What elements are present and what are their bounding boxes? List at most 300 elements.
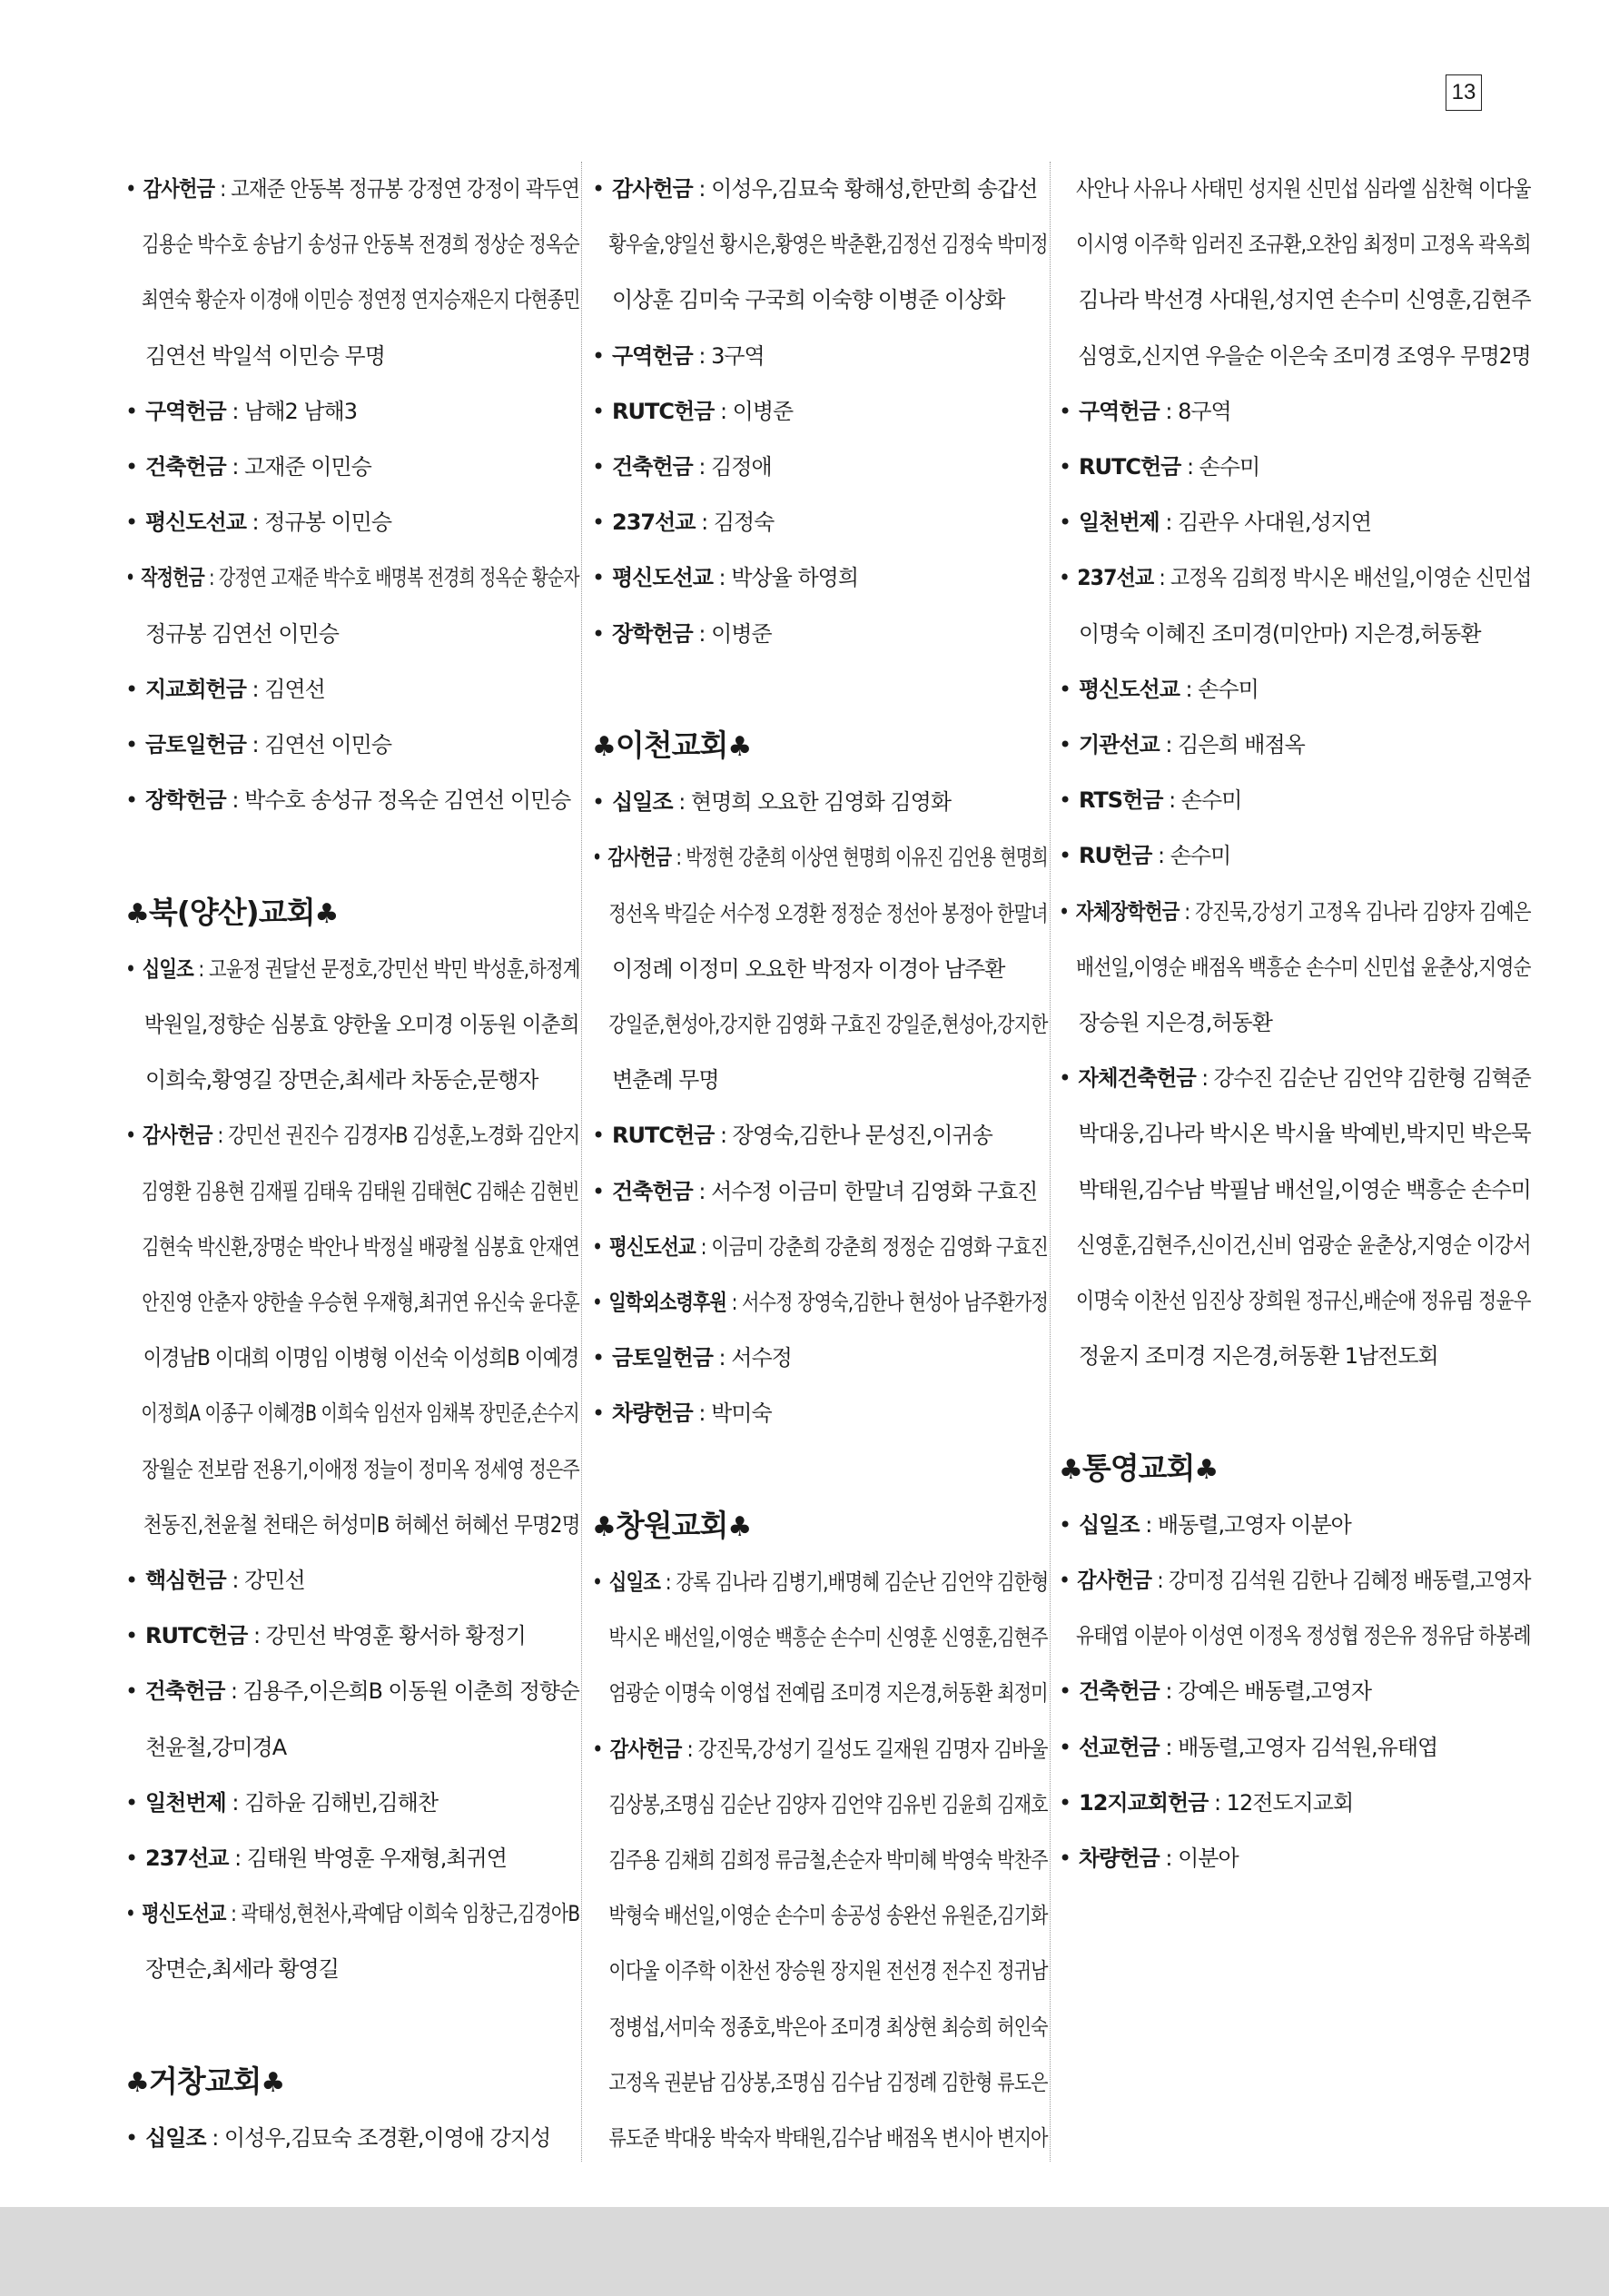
entry-continuation-line: 고정옥 권분남 김상봉,조명심 김수남 김정례 김한형 류도은	[608, 2069, 1048, 2095]
offering-entry	[1059, 718, 1531, 773]
entry-names: : 이병준	[714, 398, 794, 424]
bullet-icon: •	[592, 1290, 602, 1316]
section-spacer	[1059, 1384, 1531, 1440]
bullet-icon: •	[1059, 454, 1071, 480]
entry-label: RU헌금	[1079, 843, 1152, 869]
column-2	[592, 162, 1048, 2166]
entry-first-line	[592, 1108, 1048, 1163]
entry-names: : 김은희 배점옥	[1159, 732, 1305, 758]
entry-first-line	[1059, 1498, 1531, 1553]
entry-first-line	[592, 830, 1048, 886]
entry-continuation-line: 엄광순 이명숙 이영섭 전예림 조미경 지은경,허동환 최정미	[608, 1680, 1048, 1707]
offering-entry	[1059, 1498, 1531, 1553]
entry-label: 자체장학헌금	[1075, 898, 1180, 925]
entry-label: RTS헌금	[1079, 787, 1163, 814]
bullet-icon: •	[125, 676, 138, 702]
offering-entry	[1059, 1720, 1531, 1776]
entry-label: 12지교회헌금	[1079, 1789, 1209, 1816]
entry-names: : 서수정 이금미 한말녀 김영화 구효진	[692, 1178, 1038, 1204]
entry-first-line	[125, 550, 579, 606]
entry-continuation-line: 김영환 김용현 김재필 김태욱 김태원 김태현C 김해손 김현빈	[141, 1178, 579, 1204]
entry-names: : 배동렬,고영자 이분아	[1139, 1511, 1351, 1538]
page-number: 13	[1446, 74, 1482, 111]
entry-continuation-line: 정선옥 박길순 서수정 오경환 정정순 정선아 봉정아 한말녀	[608, 900, 1048, 926]
entry-first-line	[125, 384, 579, 440]
offering-entry	[125, 1831, 579, 1886]
entry-names: : 강민선	[225, 1568, 305, 1594]
club-icon: ♣	[261, 2066, 285, 2099]
bullet-icon: •	[592, 398, 605, 424]
offering-entry	[592, 550, 1048, 606]
offering-entry	[125, 773, 579, 828]
entry-label: RUTC헌금	[1079, 454, 1181, 480]
offering-entry	[1059, 885, 1531, 1052]
entry-first-line	[125, 1831, 579, 1886]
entry-label: 장학헌금	[612, 620, 693, 647]
entry-first-line	[1059, 828, 1531, 884]
bullet-icon: •	[1059, 732, 1071, 758]
entry-names: : 3구역	[692, 342, 765, 369]
entry-names: : 남해2 남해3	[225, 398, 357, 424]
section-title: 창원교회	[615, 1507, 728, 1543]
bullet-icon: •	[125, 1623, 138, 1649]
bullet-icon: •	[1059, 398, 1071, 424]
entry-first-line	[592, 1722, 1048, 1777]
entry-first-line	[1059, 885, 1531, 940]
bullet-icon: •	[1059, 1568, 1071, 1594]
entry-names: : 박미숙	[692, 1400, 772, 1427]
entry-first-line	[1059, 1776, 1531, 1831]
offering-entry	[125, 495, 579, 550]
offering-entry	[592, 384, 1048, 440]
bullet-icon: •	[592, 1233, 603, 1260]
offering-entry	[1059, 828, 1531, 884]
section-spacer	[125, 828, 579, 884]
section-heading	[1059, 1440, 1531, 1498]
entry-names: : 손수미	[1162, 787, 1242, 814]
entry-label: 십일조	[142, 955, 193, 982]
entry-label: 감사헌금	[609, 1736, 682, 1762]
entry-names: : 이분아	[1159, 1846, 1239, 1872]
club-icon: ♣	[1059, 1453, 1082, 1486]
offering-entry	[1059, 1664, 1531, 1719]
offering-entry	[1059, 1051, 1531, 1384]
entry-first-line	[592, 607, 1048, 662]
entry-names: : 이병준	[692, 620, 772, 647]
bullet-icon: •	[1059, 787, 1071, 814]
offering-entry-continued	[1059, 162, 1531, 384]
entry-first-line	[592, 1220, 1048, 1275]
bullet-icon: •	[125, 1678, 137, 1705]
offering-entry	[592, 1108, 1048, 1163]
offering-entry	[1059, 1831, 1531, 1886]
entry-label: 금토일헌금	[612, 1345, 713, 1371]
offering-entry	[125, 384, 579, 440]
bullet-icon: •	[1059, 1511, 1071, 1538]
entry-label: 감사헌금	[143, 1123, 212, 1149]
entry-first-line	[125, 162, 579, 217]
entry-label: 평신도선교	[142, 1901, 226, 1927]
entry-continuation-line: 김상봉,조명심 김순난 김양자 김언약 김유빈 김윤희 김재호	[608, 1791, 1048, 1817]
bullet-icon: •	[125, 2125, 138, 2152]
bullet-icon: •	[125, 1789, 138, 1816]
entry-continuation-line: 정규봉 김연선 이민승	[145, 620, 339, 647]
entry-first-line	[125, 718, 579, 773]
bullet-icon: •	[125, 510, 138, 536]
entry-names: : 김정숙	[695, 510, 775, 536]
entry-first-line	[592, 162, 1048, 217]
entry-names: : 김정애	[692, 454, 772, 480]
entry-continuation-line: 이명숙 이혜진 조미경(미안마) 지은경,허동환	[1079, 620, 1481, 647]
offering-entry	[125, 1608, 579, 1664]
entry-label: 평신도선교	[145, 510, 246, 536]
entry-continuation-line: 심영호,신지연 우을순 이은숙 조미경 조영우 무명2명	[1078, 342, 1531, 369]
offering-entry	[592, 1386, 1048, 1441]
entry-continuation-line: 황우술,양일선 황시은,황영은 박춘환,김정선 김정숙 박미정	[608, 232, 1048, 258]
entry-label: 감사헌금	[612, 176, 693, 202]
entry-names: : 이성우,김묘숙 조경환,이영애 강지성	[205, 2125, 551, 2152]
offering-entry	[1059, 773, 1531, 828]
club-icon: ♣	[125, 897, 149, 930]
entry-continuation-line: 천윤철,강미경A	[145, 1734, 287, 1760]
entry-continuation-line: 박형숙 배선일,이영순 손수미 송공성 송완선 유원준,김기화	[608, 1903, 1048, 1929]
entry-names: : 김연선 이민승	[245, 732, 391, 758]
entry-names: : 8구역	[1159, 398, 1231, 424]
entry-continuation-line: 박원일,정향순 심봉효 양한울 오미경 이동원 이춘희	[143, 1012, 579, 1038]
entry-names: : 김연선	[245, 676, 325, 702]
entry-continuation-line: 이정례 이정미 오요한 박정자 이경아 남주환	[612, 955, 1005, 982]
entry-label: 핵심헌금	[145, 1568, 226, 1594]
entry-names: : 고정옥 김희정 박시온 배선일,이영순 신민섭	[1153, 565, 1532, 591]
offering-entry	[592, 775, 1048, 830]
entry-continuation-line: 변춘례 무명	[612, 1067, 719, 1094]
column-divider	[1050, 162, 1051, 2162]
entry-names: : 장영숙,김한나 문성진,이귀송	[714, 1123, 992, 1149]
offering-entry	[1059, 495, 1531, 550]
section-heading	[592, 1498, 1048, 1555]
entry-continuation-line: 유태엽 이분아 이성연 이정옥 정성협 정은유 정유담 하봉례	[1076, 1623, 1531, 1649]
entry-first-line	[125, 773, 579, 828]
entry-label: 지교회헌금	[145, 676, 246, 702]
entry-names: : 강수진 김순난 김언약 김한형 김혁준	[1195, 1065, 1531, 1092]
offering-entry	[125, 718, 579, 773]
bullet-icon: •	[1059, 1789, 1071, 1816]
entry-first-line	[1059, 773, 1531, 828]
entry-first-line	[1059, 384, 1531, 440]
entry-continuation-line: 장면순,최세라 황영길	[145, 1956, 339, 1983]
section-spacer	[125, 1998, 579, 2054]
entry-first-line	[1059, 550, 1532, 606]
entry-names: : 김관우 사대원,성지연	[1159, 510, 1372, 536]
entry-first-line	[125, 1886, 580, 1942]
section-spacer	[592, 662, 1048, 718]
entry-names: : 고윤정 권달선 문정호,강민선 박민 박성훈,하정계	[192, 955, 580, 982]
club-icon: ♣	[592, 731, 616, 764]
offering-entry	[1059, 1776, 1531, 1831]
entry-first-line	[125, 495, 579, 550]
entry-label: 십일조	[1079, 1511, 1140, 1538]
entry-names: : 손수미	[1151, 843, 1231, 869]
section-heading	[125, 2054, 579, 2111]
entry-label: 금토일헌금	[145, 732, 246, 758]
entry-first-line	[592, 775, 1048, 830]
offering-entry	[1059, 440, 1531, 495]
offering-entry	[592, 1275, 1048, 1331]
entry-continuation-line: 장월순 전보람 전용기,이애정 정늘이 정미옥 정세영 정은주	[142, 1456, 579, 1482]
entry-first-line	[592, 1164, 1048, 1220]
entry-names: : 곽태성,현천사,곽예담 이희숙 임창근,김경아B	[225, 1901, 580, 1927]
entry-names: : 고재준 이민승	[225, 454, 371, 480]
bullet-icon: •	[592, 454, 605, 480]
entry-first-line	[1059, 495, 1531, 550]
footer-band	[0, 2207, 1609, 2296]
offering-entry	[592, 1164, 1048, 1220]
entry-label: RUTC헌금	[612, 1123, 715, 1149]
section-heading	[125, 885, 579, 942]
entry-first-line	[1059, 440, 1531, 495]
offering-entry	[592, 440, 1048, 495]
entry-label: 차량헌금	[1079, 1846, 1160, 1872]
entry-label: 237선교	[145, 1846, 229, 1872]
entry-continuation-line: 박시온 배선일,이영순 백흥순 손수미 신영훈 신영훈,김현주	[608, 1625, 1048, 1651]
entry-names: : 김용주,이은희B 이동원 이춘희 정향순	[224, 1678, 579, 1705]
section-heading	[592, 718, 1048, 775]
entry-first-line	[1059, 1831, 1531, 1886]
bullet-icon: •	[1059, 676, 1071, 702]
entry-label: 감사헌금	[607, 845, 672, 871]
bullet-icon: •	[592, 789, 605, 816]
entry-label: 십일조	[145, 2125, 206, 2152]
bullet-icon: •	[1059, 1846, 1071, 1872]
entry-label: 구역헌금	[145, 398, 226, 424]
offering-entry	[1059, 1553, 1531, 1664]
entry-first-line	[1059, 1553, 1531, 1608]
entry-first-line	[1059, 662, 1531, 718]
bullet-icon: •	[1059, 565, 1071, 591]
offering-entry	[125, 942, 579, 1109]
entry-label: 평신도선교	[612, 565, 713, 591]
entry-names: : 정규봉 이민승	[245, 510, 391, 536]
entry-names: : 배동렬,고영자 김석원,유태엽	[1159, 1734, 1438, 1760]
bullet-icon: •	[1059, 843, 1071, 869]
entry-names: : 손수미	[1180, 454, 1260, 480]
entry-names: : 강미정 김석원 김한나 김혜정 배동렬,고영자	[1151, 1568, 1531, 1594]
entry-label: 건축헌금	[144, 1678, 225, 1705]
bullet-icon: •	[592, 1569, 603, 1596]
section-spacer	[592, 1442, 1048, 1498]
bullet-icon: •	[592, 176, 605, 202]
entry-label: 건축헌금	[612, 454, 693, 480]
entry-first-line	[592, 440, 1048, 495]
entry-first-line	[125, 1608, 579, 1664]
entry-first-line	[125, 942, 580, 997]
offering-entry	[125, 1886, 579, 1997]
entry-names: : 서수정 장영숙,김한나 현성아 남주환가정	[726, 1290, 1049, 1316]
entry-names: : 현명희 오요한 김영화 김영화	[672, 789, 952, 816]
bullet-icon: •	[125, 176, 136, 202]
entry-names: : 강민선 권진수 김경자B 김성훈,노경화 김안지	[212, 1123, 580, 1149]
bullet-icon: •	[592, 1736, 603, 1762]
entry-first-line	[592, 384, 1048, 440]
entry-first-line	[592, 550, 1048, 606]
club-icon: ♣	[592, 1510, 616, 1543]
entry-continuation-line: 박대웅,김나라 박시온 박시율 박예빈,박지민 박은묵	[1078, 1121, 1531, 1147]
offering-entry	[592, 1331, 1048, 1386]
entry-label: 평신도선교	[608, 1233, 696, 1260]
entry-label: 일천번제	[1079, 510, 1160, 536]
offering-entry	[592, 1220, 1048, 1275]
club-icon: ♣	[1194, 1453, 1219, 1486]
offering-entry	[125, 1776, 579, 1831]
bullet-icon: •	[592, 1123, 605, 1149]
offering-entry	[125, 162, 579, 384]
offering-entry	[592, 1722, 1048, 2167]
entry-continuation-line: 김주용 김채희 김희정 류금철,손순자 박미혜 박영숙 박찬주	[608, 1847, 1048, 1874]
entry-label: 감사헌금	[143, 176, 215, 202]
bullet-icon: •	[1059, 1734, 1071, 1760]
entry-continuation-line: 정병섭,서미숙 정종호,박은아 조미경 최상현 최승희 허인숙	[608, 2014, 1048, 2040]
entry-label: RUTC헌금	[612, 398, 715, 424]
offering-entry	[592, 162, 1048, 329]
offering-entry	[125, 1108, 579, 1553]
entry-continuation-line: 최연숙 황순자 이경애 이민승 정연정 연지승재은지 다현종민	[141, 287, 580, 313]
entry-names: : 강록 김나라 김병기,배명혜 김순난 김언약 김한형	[660, 1569, 1049, 1596]
entry-names: : 박수호 송성규 정옥순 김연선 이민승	[225, 787, 571, 814]
entry-first-line	[592, 329, 1048, 384]
entry-label: RUTC헌금	[145, 1623, 248, 1649]
entry-continuation-line: 이다울 이주학 이찬선 장승원 장지원 전선경 전수진 정귀남	[608, 1958, 1048, 1984]
entry-continuation-line: 신영훈,김현주,신이건,신비 엄광순 윤춘상,지영순 이강서	[1076, 1232, 1531, 1258]
bullet-icon: •	[125, 955, 136, 982]
entry-label: 건축헌금	[1079, 1678, 1160, 1705]
entry-continuation-line: 장승원 지은경,허동환	[1079, 1010, 1272, 1036]
entry-names: : 강예은 배동렬,고영자	[1159, 1678, 1372, 1705]
section-title: 통영교회	[1081, 1450, 1195, 1486]
bullet-icon: •	[125, 454, 138, 480]
entry-first-line	[125, 1776, 579, 1831]
entry-first-line	[592, 1386, 1048, 1441]
offering-entry	[1059, 384, 1531, 440]
entry-continuation-line: 배선일,이영순 배점옥 백흥순 손수미 신민섭 윤춘상,지영순	[1076, 954, 1531, 980]
entry-names: : 손수미	[1179, 676, 1259, 702]
column-divider	[581, 162, 582, 2162]
offering-entry	[125, 1553, 579, 1608]
entry-continuation-line: 천동진,천윤철 천태은 허성미B 허혜선 허혜선 무명2명	[143, 1511, 580, 1538]
entry-names: : 서수정	[712, 1345, 792, 1371]
entry-names: : 강정연 고재준 박수호 배명복 전경희 정옥순 황순자	[203, 565, 579, 591]
entry-label: 차량헌금	[612, 1400, 693, 1427]
entry-first-line	[125, 1108, 580, 1163]
bullet-icon: •	[1059, 510, 1071, 536]
entry-label: 237선교	[612, 510, 696, 536]
offering-entry	[125, 550, 579, 661]
entry-continuation-line: 이정희A 이종구 이혜경B 이희숙 임선자 임채복 장민준,손수지	[141, 1400, 579, 1427]
offering-entry	[592, 495, 1048, 550]
entry-continuation-line: 김용순 박수호 송남기 송성규 안동복 전경희 정상순 정옥순	[142, 232, 579, 258]
entry-continuation-line: 이명숙 이찬선 임진상 장희원 정규신,배순애 정유림 정윤우	[1076, 1288, 1531, 1314]
entry-names: : 김태원 박영훈 우재형,최귀연	[228, 1846, 507, 1872]
entry-continuation-line: 박태원,김수남 박필남 배선일,이영순 백흥순 손수미	[1078, 1176, 1531, 1202]
entry-continuation-line: 안진영 안춘자 양한솔 우승현 우재형,최귀연 유신숙 윤다훈	[142, 1290, 579, 1316]
entry-continuation-line: 강일준,현성아,강지한 김영화 구효진 강일준,현성아,강지한	[608, 1012, 1048, 1038]
entry-first-line	[592, 1331, 1048, 1386]
bullet-icon: •	[592, 1345, 605, 1371]
entry-label: 건축헌금	[612, 1178, 693, 1204]
entry-label: 건축헌금	[145, 454, 226, 480]
club-icon: ♣	[314, 897, 339, 930]
entry-continuation-line: 사안나 사유나 사태민 성지원 신민섭 심라엘 심찬혁 이다울	[1076, 176, 1531, 202]
bullet-icon: •	[125, 787, 138, 814]
entry-label: 감사헌금	[1077, 1568, 1152, 1594]
offering-entry	[1059, 550, 1531, 661]
entry-first-line	[125, 1553, 579, 1608]
entry-first-line	[592, 1275, 1049, 1331]
entry-label: 기관선교	[1079, 732, 1160, 758]
club-icon: ♣	[727, 1510, 752, 1543]
entry-continuation-line: 이희숙,황영길 장면순,최세라 차동순,문행자	[145, 1067, 538, 1094]
offering-entry	[125, 2111, 579, 2166]
section-title: 거창교회	[148, 2063, 262, 2099]
entry-names: : 박정현 강춘희 이상연 현명희 이유진 김언용 현명희	[671, 845, 1048, 871]
entry-continuation-line: 이상훈 김미숙 구국희 이숙향 이병준 이상화	[612, 287, 1005, 313]
entry-label: 일천번제	[145, 1789, 226, 1816]
entry-label: 구역헌금	[1079, 398, 1160, 424]
entry-names: : 이성우,김묘숙 황해성,한만희 송갑선	[692, 176, 1038, 202]
entry-continuation-line: 이경남B 이대희 이명임 이병형 이선숙 이성희B 이예경	[143, 1345, 579, 1371]
entry-first-line	[592, 1555, 1049, 1610]
section-title: 북(양산)교회	[148, 894, 315, 930]
entry-label: 자체건축헌금	[1078, 1065, 1196, 1092]
entry-label: 일학외소령후원	[608, 1290, 727, 1316]
bullet-icon: •	[125, 398, 138, 424]
entry-names: : 강진묵,강성기 고정옥 김나라 김양자 김예은	[1179, 898, 1531, 925]
entry-first-line	[125, 440, 579, 495]
bullet-icon: •	[1059, 898, 1070, 925]
bullet-icon: •	[592, 510, 605, 536]
entry-first-line	[1059, 718, 1531, 773]
bullet-icon: •	[592, 342, 605, 369]
entry-continuation-line: 김연선 박일석 이민승 무명	[145, 342, 385, 369]
entry-names: : 12전도지교회	[1208, 1789, 1354, 1816]
entry-first-line	[125, 1664, 579, 1719]
entry-first-line	[1059, 1664, 1531, 1719]
entry-continuation-line: 김나라 박선경 사대원,성지연 손수미 신영훈,김현주	[1078, 287, 1531, 313]
entry-names: : 강민선 박영훈 황서하 황정기	[247, 1623, 526, 1649]
offering-entry	[592, 607, 1048, 662]
entry-continuation-line: 정윤지 조미경 지은경,허동환 1남전도회	[1079, 1343, 1438, 1370]
offering-entry	[592, 329, 1048, 384]
entry-label: 작정헌금	[141, 565, 204, 591]
entry-label: 237선교	[1077, 565, 1154, 591]
entry-continuation-line: 김현숙 박신환,장명순 박안나 박정실 배광철 심봉효 안재연	[142, 1233, 579, 1260]
bullet-icon: •	[1059, 1678, 1071, 1705]
bullet-icon: •	[592, 1400, 605, 1427]
entry-first-line	[1059, 1720, 1531, 1776]
bullet-icon: •	[592, 565, 605, 591]
club-icon: ♣	[727, 731, 752, 764]
entry-continuation-line: 이시영 이주학 임러진 조규환,오찬임 최정미 고정옥 곽옥희	[1076, 232, 1531, 258]
column-1	[125, 162, 579, 2166]
column-3	[1059, 162, 1531, 1886]
entry-label: 구역헌금	[612, 342, 693, 369]
entry-first-line	[1059, 1051, 1531, 1106]
entry-label: 평신도선교	[1079, 676, 1180, 702]
entry-names: : 고재준 안동복 정규봉 강정연 강정이 곽두연	[214, 176, 579, 202]
entry-names: : 이금미 강춘희 강춘희 정정순 김영화 구효진	[695, 1233, 1048, 1260]
entry-names: : 강진묵,강성기 길성도 길재원 김명자 김바울	[681, 1736, 1048, 1762]
entry-continuation-line: 류도준 박대웅 박숙자 박태원,김수남 배점옥 변시아 변지아	[608, 2125, 1048, 2152]
bullet-icon: •	[125, 565, 135, 591]
